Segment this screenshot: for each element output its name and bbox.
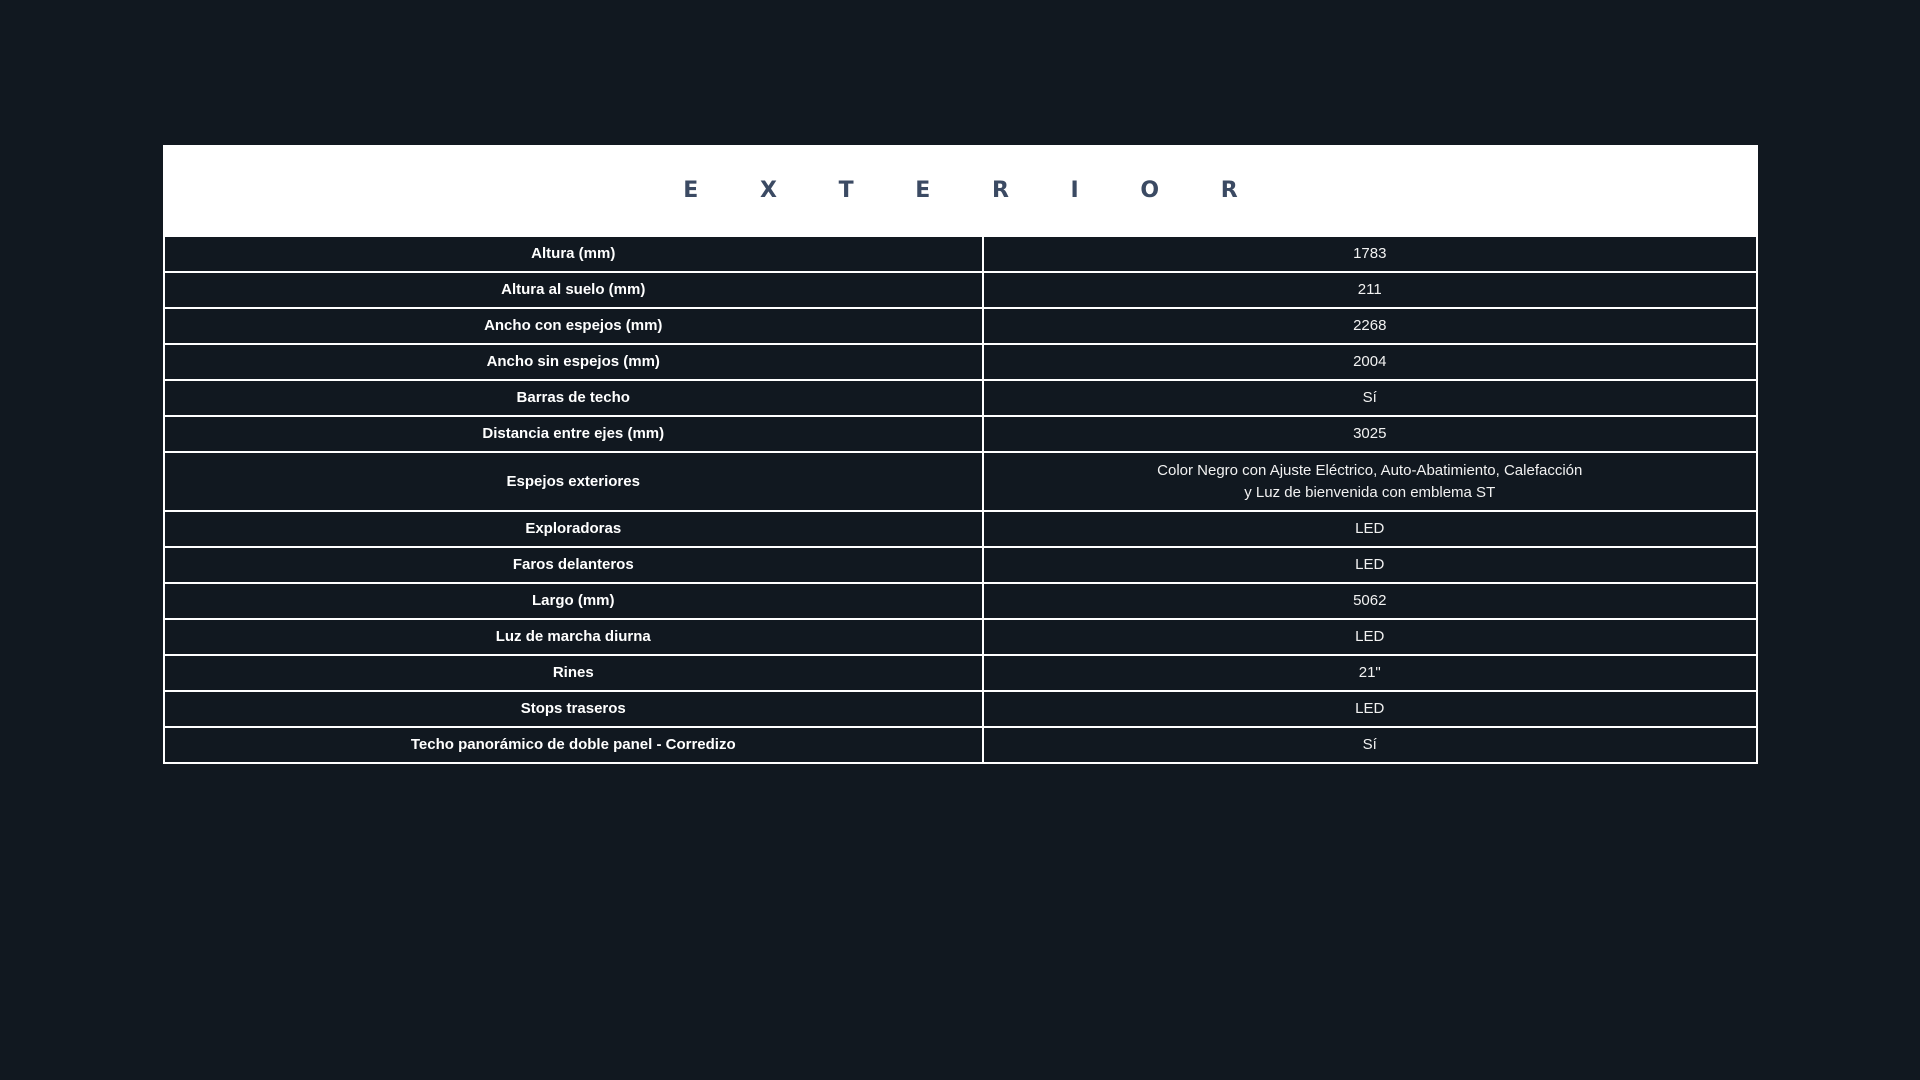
spec-value: [983, 416, 1758, 452]
table-row: [164, 452, 1757, 511]
spec-value-line: Sí: [1362, 389, 1377, 406]
spec-label: Ancho con espejos (mm): [164, 308, 983, 344]
table-row: [164, 583, 1757, 619]
table-row: [164, 727, 1757, 763]
spec-value: [983, 547, 1758, 583]
spec-value: [983, 511, 1758, 547]
table-row: [164, 655, 1757, 691]
spec-value-line: LED: [1355, 520, 1385, 537]
spec-label: Ancho sin espejos (mm): [164, 344, 983, 380]
spec-value: [983, 236, 1758, 272]
table-row: [164, 344, 1757, 380]
spec-value: [983, 380, 1758, 416]
spec-label: Altura (mm): [164, 236, 983, 272]
spec-value-line: 21": [1358, 664, 1381, 681]
spec-value: [983, 308, 1758, 344]
spec-value-line: LED: [1355, 556, 1385, 573]
table-row: [164, 416, 1757, 452]
spec-label: Exploradoras: [164, 511, 983, 547]
table-row: [164, 511, 1757, 547]
spec-value: [983, 691, 1758, 727]
spec-value-line: y Luz de bienvenida con emblema ST: [1244, 483, 1496, 501]
spec-label: Luz de marcha diurna: [164, 619, 983, 655]
spec-value-line: Color Negro con Ajuste Eléctrico, Auto-Abatimiento, Calefacción: [1157, 461, 1583, 479]
spec-value-line: 2268: [1353, 317, 1387, 334]
spec-value-line: 1783: [1353, 245, 1387, 262]
spec-value-line: 5062: [1353, 592, 1387, 609]
section-title: E X T E R I O R: [683, 177, 1265, 203]
table-row: [164, 236, 1757, 272]
spec-value-line: Sí: [1362, 736, 1377, 753]
spec-value: [983, 452, 1758, 511]
table-row: [164, 619, 1757, 655]
spec-value-line: LED: [1355, 700, 1385, 717]
spec-label: Distancia entre ejes (mm): [164, 416, 983, 452]
spec-label: Techo panorámico de doble panel - Corredizo: [164, 727, 983, 763]
spec-label: Stops traseros: [164, 691, 983, 727]
exterior-spec-panel: [163, 145, 1758, 764]
spec-table-body: [164, 236, 1757, 763]
spec-label: Rines: [164, 655, 983, 691]
spec-label: Altura al suelo (mm): [164, 272, 983, 308]
table-row: [164, 380, 1757, 416]
table-row: [164, 547, 1757, 583]
spec-label: Largo (mm): [164, 583, 983, 619]
spec-label: Faros delanteros: [164, 547, 983, 583]
table-row: [164, 272, 1757, 308]
spec-value: [983, 344, 1758, 380]
spec-value: [983, 655, 1758, 691]
spec-value-line: 211: [1357, 281, 1382, 298]
spec-table: [163, 235, 1758, 764]
spec-value-line: LED: [1355, 628, 1385, 645]
panel-header: [163, 145, 1758, 235]
table-row: [164, 691, 1757, 727]
spec-value: [983, 583, 1758, 619]
spec-value-line: 2004: [1353, 353, 1387, 370]
spec-value-line: 3025: [1353, 425, 1387, 442]
spec-value: [983, 619, 1758, 655]
spec-value: [983, 272, 1758, 308]
spec-label: Barras de techo: [164, 380, 983, 416]
spec-label: Espejos exteriores: [164, 452, 983, 511]
table-row: [164, 308, 1757, 344]
spec-value: [983, 727, 1758, 763]
